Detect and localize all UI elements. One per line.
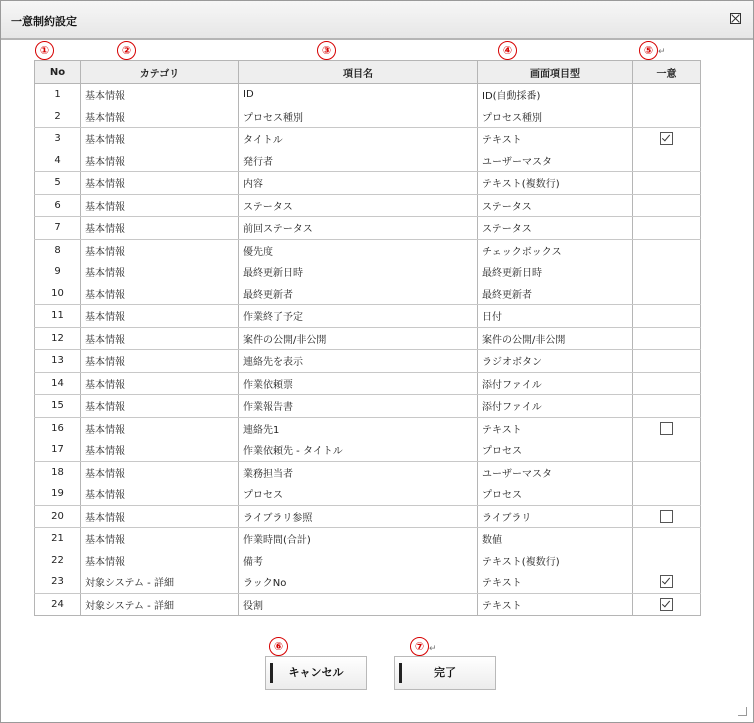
cell-item-name: 内容 (239, 172, 478, 195)
table-row (35, 571, 701, 593)
table-row (35, 483, 701, 505)
cell-no: 2 (35, 106, 81, 128)
cancel-button-label: キャンセル (288, 666, 344, 679)
cell-unique (633, 417, 701, 439)
header-unique: 一意 (633, 61, 701, 84)
cell-unique (633, 439, 701, 461)
cell-item-name: 作業依頼先 - タイトル (239, 439, 478, 461)
table-row (35, 327, 701, 350)
unique-checkbox[interactable] (660, 598, 673, 611)
cell-item-name: 最終更新者 (239, 283, 478, 305)
table-row (35, 528, 701, 550)
table-row (35, 350, 701, 373)
unique-checkbox[interactable] (660, 575, 673, 588)
cell-category: 基本情報 (81, 261, 239, 283)
cell-field-type: テキスト (478, 128, 633, 150)
cell-category: 基本情報 (81, 283, 239, 305)
cell-unique (633, 372, 701, 395)
marker-6: ⑥ (269, 637, 288, 656)
unique-checkbox[interactable] (660, 132, 673, 145)
table-row (35, 261, 701, 283)
cell-field-type: 添付ファイル (478, 395, 633, 418)
cell-category: 基本情報 (81, 528, 239, 550)
cell-no: 22 (35, 550, 81, 572)
cell-field-type: ラジオボタン (478, 350, 633, 373)
cell-field-type: 日付 (478, 305, 633, 328)
cell-item-name: 備考 (239, 550, 478, 572)
header-field-type: 画面項目型 (478, 61, 633, 84)
cell-unique (633, 461, 701, 483)
cell-no: 20 (35, 505, 81, 528)
cell-unique (633, 261, 701, 283)
cell-no: 16 (35, 417, 81, 439)
table-row (35, 194, 701, 217)
table-row (35, 305, 701, 328)
cell-item-name: ライブラリ参照 (239, 505, 478, 528)
cell-item-name: プロセス (239, 483, 478, 505)
cell-no: 14 (35, 372, 81, 395)
table-row (35, 505, 701, 528)
cell-field-type: チェックボックス (478, 239, 633, 261)
cell-unique (633, 327, 701, 350)
cell-field-type: プロセス (478, 483, 633, 505)
cell-no: 6 (35, 194, 81, 217)
cell-category: 基本情報 (81, 395, 239, 418)
return-mark-icon: ↵ (429, 644, 437, 654)
table-row (35, 550, 701, 572)
cell-item-name: 発行者 (239, 150, 478, 172)
cell-item-name: 作業時間(合計) (239, 528, 478, 550)
cell-category: 基本情報 (81, 417, 239, 439)
cell-no: 5 (35, 172, 81, 195)
cell-no: 13 (35, 350, 81, 373)
cell-category: 基本情報 (81, 305, 239, 328)
return-mark-icon: ↵ (658, 47, 666, 57)
cell-no: 11 (35, 305, 81, 328)
unique-checkbox[interactable] (660, 510, 673, 523)
table-row (35, 106, 701, 128)
header-item-name: 項目名 (239, 61, 478, 84)
cell-no: 9 (35, 261, 81, 283)
table-row (35, 439, 701, 461)
cell-field-type: ライブラリ (478, 505, 633, 528)
cell-item-name: ID (239, 84, 478, 106)
cell-unique (633, 84, 701, 106)
close-icon[interactable] (730, 13, 741, 24)
cell-category: 基本情報 (81, 505, 239, 528)
marker-3: ③ (317, 41, 336, 60)
cell-unique (633, 528, 701, 550)
cell-no: 17 (35, 439, 81, 461)
table-row (35, 239, 701, 261)
cell-category: 基本情報 (81, 439, 239, 461)
cell-category: 対象システム - 詳細 (81, 571, 239, 593)
header-no: No (35, 61, 81, 84)
cell-no: 12 (35, 327, 81, 350)
cell-item-name: 役割 (239, 593, 478, 616)
cell-unique (633, 550, 701, 572)
cell-item-name: 作業終了予定 (239, 305, 478, 328)
cell-no: 15 (35, 395, 81, 418)
done-button-label: 完了 (434, 666, 456, 679)
table-row (35, 217, 701, 240)
table-row (35, 372, 701, 395)
cell-no: 23 (35, 571, 81, 593)
cell-category: 基本情報 (81, 217, 239, 240)
cell-unique (633, 283, 701, 305)
table-row (35, 593, 701, 616)
cell-no: 10 (35, 283, 81, 305)
table-row (35, 150, 701, 172)
cell-field-type: テキスト(複数行) (478, 172, 633, 195)
table-row (35, 84, 701, 106)
dialog-title: 一意制約設定 (11, 15, 77, 28)
cell-field-type: テキスト (478, 571, 633, 593)
resize-grip-icon[interactable] (738, 707, 747, 716)
cell-field-type: 数値 (478, 528, 633, 550)
cell-field-type: テキスト(複数行) (478, 550, 633, 572)
table-body (35, 84, 701, 616)
cell-field-type: 最終更新日時 (478, 261, 633, 283)
cell-category: 基本情報 (81, 350, 239, 373)
table-row (35, 128, 701, 150)
table-row (35, 395, 701, 418)
unique-constraint-table (34, 60, 701, 616)
cell-unique (633, 239, 701, 261)
cell-category: 基本情報 (81, 194, 239, 217)
cancel-button[interactable] (265, 656, 367, 690)
cell-unique (633, 128, 701, 150)
header-category: カテゴリ (81, 61, 239, 84)
cell-category: 基本情報 (81, 239, 239, 261)
button-bar-icon (399, 663, 402, 683)
cell-item-name: ラックNo (239, 571, 478, 593)
cell-unique (633, 571, 701, 593)
cell-unique (633, 350, 701, 373)
cell-field-type: ユーザーマスタ (478, 461, 633, 483)
cell-no: 4 (35, 150, 81, 172)
cell-item-name: 業務担当者 (239, 461, 478, 483)
cell-no: 7 (35, 217, 81, 240)
cell-item-name: 連絡先1 (239, 417, 478, 439)
table-row (35, 283, 701, 305)
table-row (35, 417, 701, 439)
cell-no: 3 (35, 128, 81, 150)
unique-checkbox[interactable] (660, 422, 673, 435)
cell-category: 基本情報 (81, 150, 239, 172)
cell-no: 21 (35, 528, 81, 550)
cell-no: 1 (35, 84, 81, 106)
cell-unique (633, 217, 701, 240)
cell-category: 基本情報 (81, 461, 239, 483)
table-header-row (35, 61, 701, 84)
cell-field-type: ユーザーマスタ (478, 150, 633, 172)
cell-category: 対象システム - 詳細 (81, 593, 239, 616)
marker-2: ② (117, 41, 136, 60)
cell-item-name: 作業報告書 (239, 395, 478, 418)
marker-7: ⑦ (410, 637, 429, 656)
cell-field-type: 添付ファイル (478, 372, 633, 395)
marker-4: ④ (498, 41, 517, 60)
marker-1: ① (35, 41, 54, 60)
table-row (35, 461, 701, 483)
cell-category: 基本情報 (81, 372, 239, 395)
cell-item-name: プロセス種別 (239, 106, 478, 128)
cell-field-type: テキスト (478, 417, 633, 439)
cell-unique (633, 395, 701, 418)
cell-unique (633, 172, 701, 195)
cell-unique (633, 593, 701, 616)
cell-unique (633, 305, 701, 328)
cell-category: 基本情報 (81, 128, 239, 150)
cell-unique (633, 150, 701, 172)
cell-category: 基本情報 (81, 172, 239, 195)
marker-5: ⑤ (639, 41, 658, 60)
cell-category: 基本情報 (81, 84, 239, 106)
cell-item-name: 作業依頼票 (239, 372, 478, 395)
cell-field-type: プロセス (478, 439, 633, 461)
cell-item-name: 最終更新日時 (239, 261, 478, 283)
cell-unique (633, 106, 701, 128)
cell-unique (633, 194, 701, 217)
cell-field-type: ステータス (478, 217, 633, 240)
cell-item-name: 案件の公開/非公開 (239, 327, 478, 350)
cell-no: 19 (35, 483, 81, 505)
done-button[interactable] (394, 656, 496, 690)
cell-no: 24 (35, 593, 81, 616)
cell-category: 基本情報 (81, 327, 239, 350)
cell-field-type: ID(自動採番) (478, 84, 633, 106)
cell-field-type: ステータス (478, 194, 633, 217)
table-row (35, 172, 701, 195)
cell-no: 8 (35, 239, 81, 261)
cell-field-type: テキスト (478, 593, 633, 616)
cell-item-name: 連絡先を表示 (239, 350, 478, 373)
cell-category: 基本情報 (81, 106, 239, 128)
cell-field-type: プロセス種別 (478, 106, 633, 128)
cell-item-name: 前回ステータス (239, 217, 478, 240)
button-bar-icon (270, 663, 273, 683)
cell-field-type: 最終更新者 (478, 283, 633, 305)
cell-item-name: ステータス (239, 194, 478, 217)
dialog-titlebar (1, 1, 753, 40)
cell-field-type: 案件の公開/非公開 (478, 327, 633, 350)
cell-item-name: 優先度 (239, 239, 478, 261)
cell-item-name: タイトル (239, 128, 478, 150)
cell-category: 基本情報 (81, 550, 239, 572)
cell-no: 18 (35, 461, 81, 483)
cell-unique (633, 505, 701, 528)
cell-unique (633, 483, 701, 505)
cell-category: 基本情報 (81, 483, 239, 505)
